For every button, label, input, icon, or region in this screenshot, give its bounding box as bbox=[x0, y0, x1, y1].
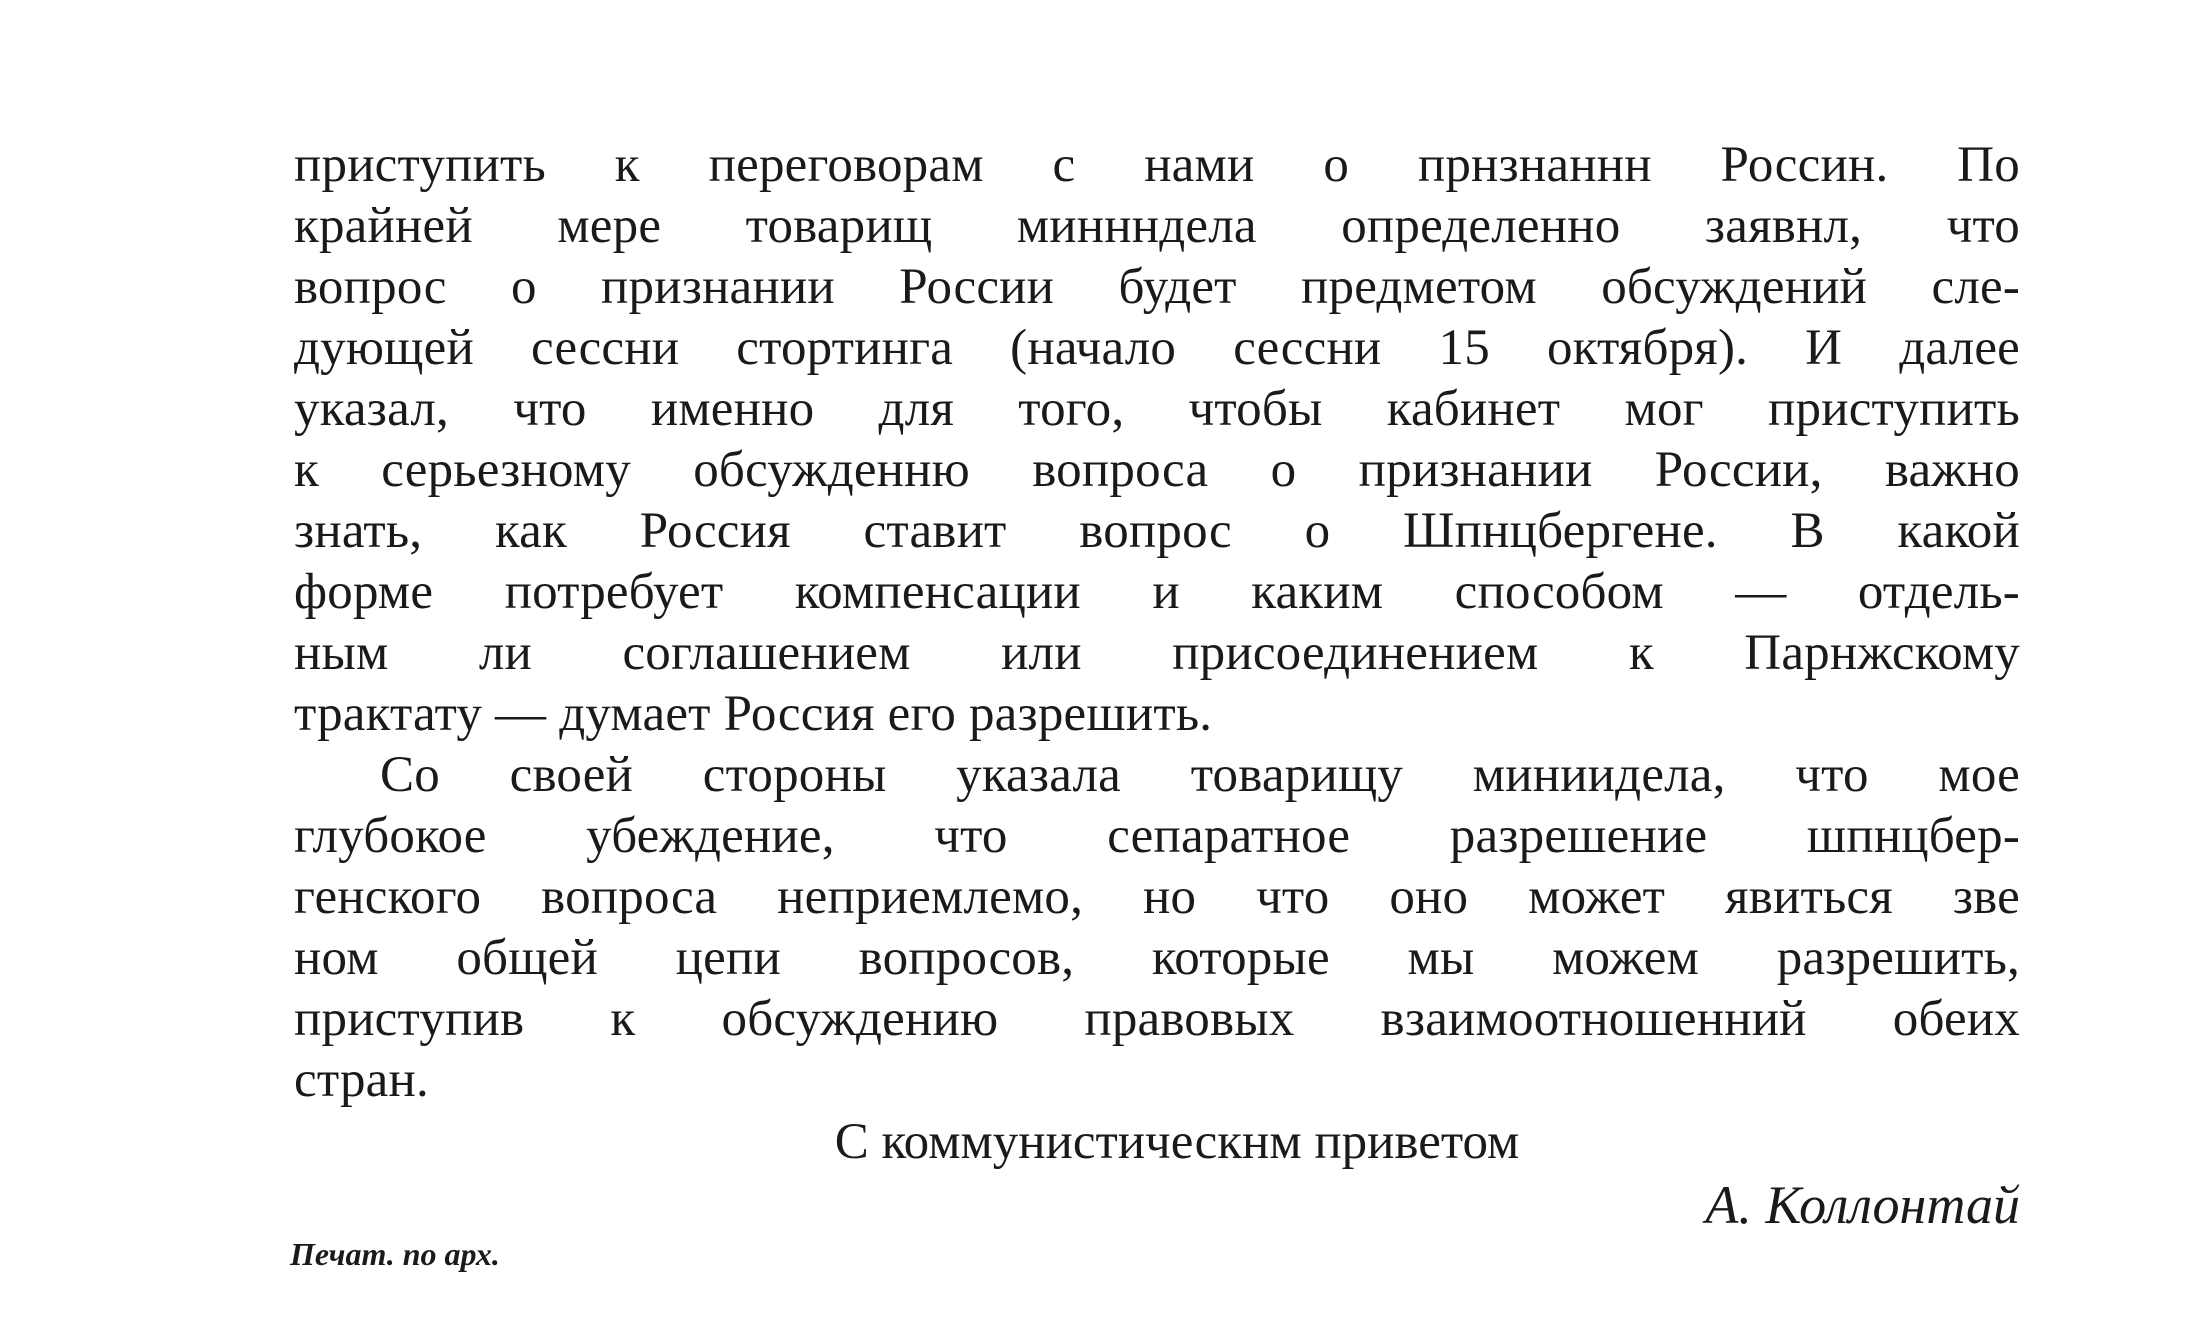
text-line: приступив к обсуждению правовых взаимоотношенний обеих bbox=[294, 991, 2020, 1047]
text-line: ном общей цепи вопросов, которые мы можем разрешить, bbox=[294, 930, 2020, 986]
text-line: к серьезному обсужденню вопроса о признании России, важно bbox=[294, 442, 2020, 498]
text-line: ным ли соглашением или присоединением к Парнжскому bbox=[294, 625, 2020, 681]
paragraph-2 bbox=[294, 745, 2020, 1111]
text-line: указал, что именно для того, чтобы кабинет мог приступить bbox=[294, 381, 2020, 437]
letter-body bbox=[294, 135, 2020, 1111]
paragraph-1 bbox=[294, 135, 2020, 745]
text-line: трактату — думает Россия его разрешить. bbox=[294, 686, 1213, 742]
text-line: глубокое убеждение, что сепаратное разрешение шпнцбер- bbox=[294, 808, 2020, 864]
closing-salutation: С коммунистическнм приветом bbox=[834, 1114, 1520, 1170]
text-line: Со своей стороны указала товарищу миниидела, что мое bbox=[380, 747, 2020, 803]
text-line: стран. bbox=[294, 1052, 429, 1108]
text-line: крайней мере товарищ миннндела определенно заявнл, что bbox=[294, 198, 2020, 254]
source-note: Печат. по арх. bbox=[290, 1236, 500, 1272]
text-line: форме потребует компенсации и каким способом — отдель- bbox=[294, 564, 2020, 620]
text-line: вопрос о признании России будет предметом обсуждений сле- bbox=[294, 259, 2020, 315]
text-line: приступить к переговорам с нами о прнзнаннн Россин. По bbox=[294, 137, 2020, 193]
signature: А. Коллонтай bbox=[1705, 1175, 2020, 1235]
text-line: дующей сессни стортинга (начало сессни 15 октября). И далее bbox=[294, 320, 2020, 376]
text-line: генского вопроса неприемлемо, но что оно может явиться зве bbox=[294, 869, 2020, 925]
text-line: знать, как Россия ставит вопрос о Шпнцбергене. В какой bbox=[294, 503, 2020, 559]
